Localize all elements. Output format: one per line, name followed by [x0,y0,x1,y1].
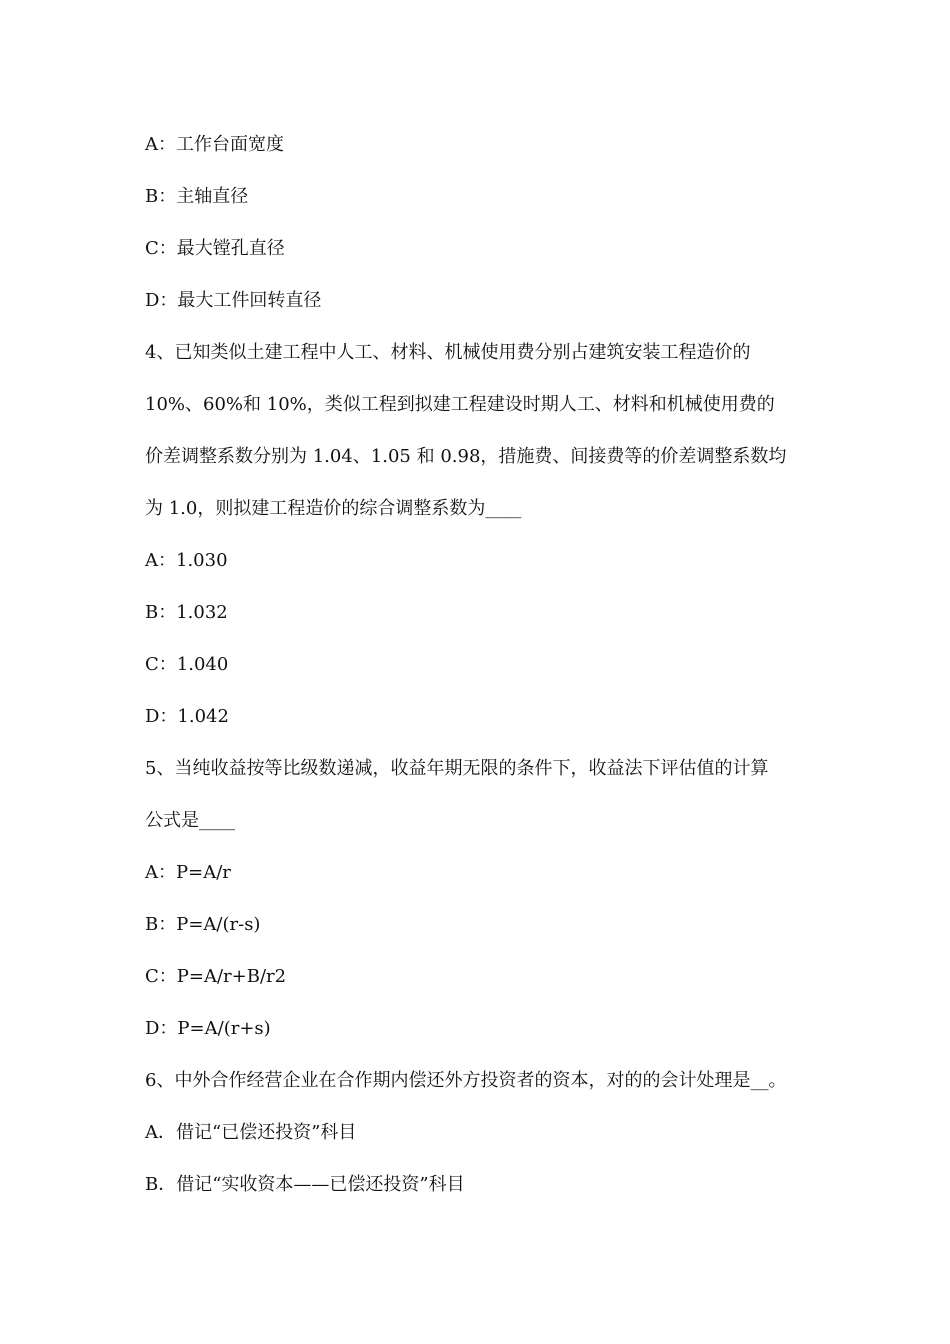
q3-option-c: C：最大镗孔直径 [145,238,285,259]
q5-option-b: B：P=A/(r-s) [145,914,261,935]
q5-option-d: D：P=A/(r+s) [145,1018,271,1039]
document-body [145,119,835,1211]
q6-option-b: B．借记“实收资本——已偿还投资”科目 [145,1174,465,1195]
q4-option-d: D：1.042 [145,706,229,727]
q3-option-a: A：工作台面宽度 [145,134,284,155]
q4-question-line-3: 价差调整系数分别为 1.04、1.05 和 0.98，措施费、间接费等的价差调整系数均 [145,446,787,467]
q4-option-a: A：1.030 [145,550,228,571]
q3-option-b: B：主轴直径 [145,186,249,207]
q4-question-line-2: 10%、60%和 10%，类似工程到拟建工程建设时期人工、材料和机械使用费的 [145,394,775,415]
q4-option-b: B：1.032 [145,602,228,623]
q5-question-line-2: 公式是____ [145,810,235,831]
q6-option-a: A．借记“已偿还投资”科目 [145,1122,357,1143]
q5-option-a: A：P=A/r [145,862,231,883]
q3-option-d: D：最大工件回转直径 [145,290,322,311]
q6-question-line-1: 6、中外合作经营企业在合作期内偿还外方投资者的资本，对的的会计处理是__。 [145,1070,787,1091]
q4-question-line-1: 4、已知类似土建工程中人工、材料、机械使用费分别占建筑安装工程造价的 [145,342,751,363]
q5-question-line-1: 5、当纯收益按等比级数递减，收益年期无限的条件下，收益法下评估值的计算 [145,758,769,779]
q4-question-line-4: 为 1.0，则拟建工程造价的综合调整系数为____ [145,498,522,519]
q4-option-c: C：1.040 [145,654,229,675]
q5-option-c: C：P=A/r+B/r2 [145,966,287,987]
